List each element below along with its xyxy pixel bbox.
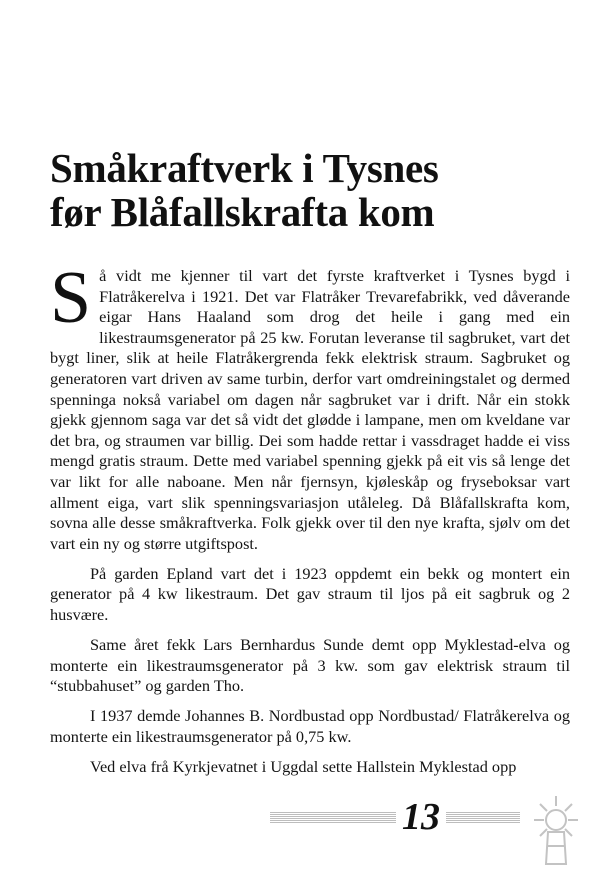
- title-line-1: Småkraftverk i Tysnes: [50, 145, 439, 191]
- paragraph-3: Same året fekk Lars Bernhardus Sunde demt opp Myklestad-elva og monterte ein likestraumsgenerator på 3 kw. som gav elektrisk straum til “stubbahuset” og garden Tho.: [50, 635, 570, 696]
- paragraph-2: På garden Epland vart det i 1923 oppdemt ein bekk og montert ein generator på 4 kw likestraum. Det gav straum til ljos på eit sagbruk og 2 husvære.: [50, 563, 570, 624]
- page-title: [50, 146, 590, 234]
- lighthouse-lamp-icon: [516, 790, 596, 870]
- title-line-2: før Blåfallskrafta kom: [50, 189, 435, 235]
- drop-cap: S: [50, 257, 92, 339]
- paragraph-1-text: å vidt me kjenner til vart det fyrste kraftverket i Tysnes bygd i Flatråkerelva i 1921. Det var Flatråker Trevarefabrikk, ved dåverande eigar Hans Haaland som drog det heile i gang med ein likestraumsgenerator på 25 kw. Forutan leveranse til sagbruket, vart det bygt liner, slik at heile Flatråkergrenda fekk elektrisk straum. Sagbruket og generatoren vart driven av same turbin, derfor vart omdreiningstalet og dermed spenninga nokså variabel om dagen når sagbruket var i drift. Når ein stokk gjekk gjennom saga var det så vidt det glødde i lampane, men om kveldane var det bra, og straumen var billig. Dei som hadde rettar i vassdraget hadde ei viss mengd gratis straum. Dette med variabel spenning gjekk på eit vis så lenge det var likt for alle naboane. Men når fjernsyn, kjøleskåp og fryseboksar vart allment eiga, vart slik spenningsvariasjon utåleleg. Då Blåfallskrafta kom, sovna alle desse småkraftverka. Folk gjekk over til den nye krafta, sjølv om det vart ein ny og større utgiftspost.: [50, 266, 570, 553]
- page-number: 13: [396, 796, 446, 838]
- paragraph-4: I 1937 demde Johannes B. Nordbustad opp Nordbustad/ Flatråkerelva og monterte ein likestraumsgenerator på 0,75 kw.: [50, 706, 570, 746]
- paragraph-5: Ved elva frå Kyrkjevatnet i Uggdal sette Hallstein Myklestad opp: [90, 757, 517, 777]
- article-body: [50, 257, 570, 787]
- paragraph-1: [50, 257, 570, 554]
- footer-rule: [270, 812, 520, 824]
